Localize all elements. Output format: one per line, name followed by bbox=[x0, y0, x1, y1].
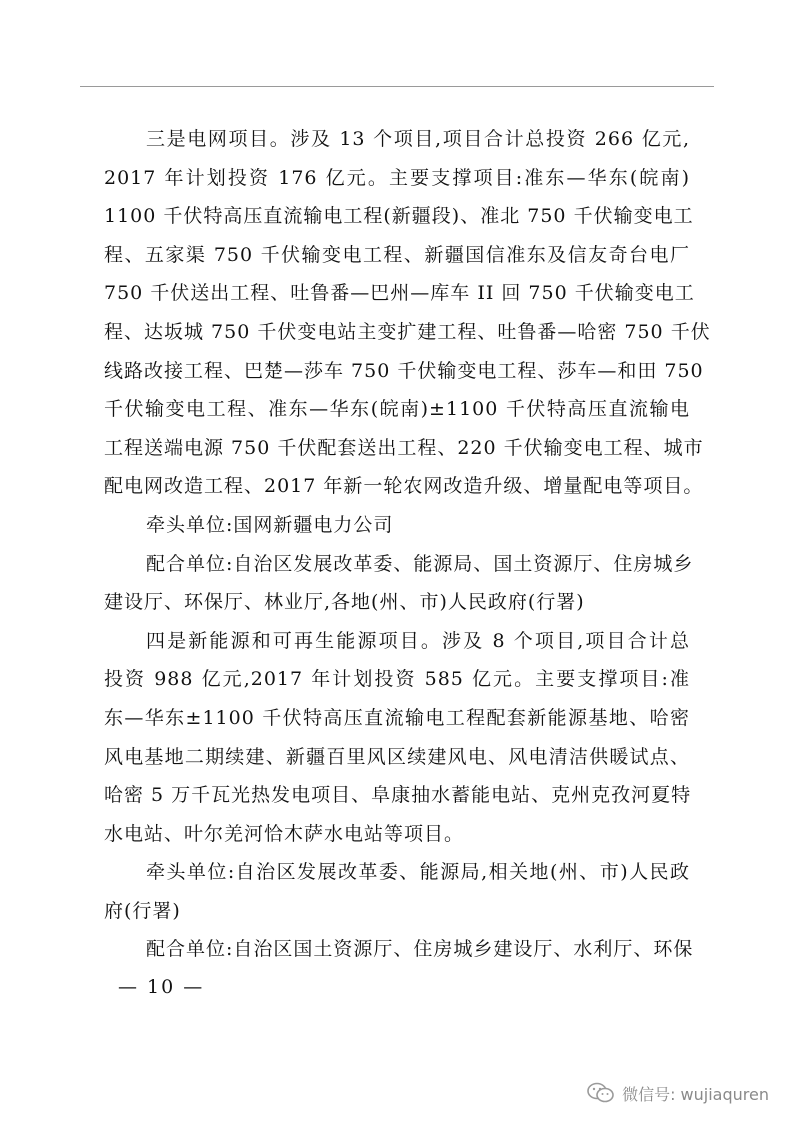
text-line: 程、达坂城 750 千伏变电站主变扩建工程、吐鲁番—哈密 750 千伏 bbox=[104, 320, 711, 343]
document-body bbox=[104, 120, 711, 969]
watermark-text: 微信号: wujiaquren bbox=[622, 1084, 769, 1104]
text-line: 1100 千伏特高压直流输电工程(新疆段)、准北 750 千伏输变电工 bbox=[104, 205, 694, 228]
text-line: 牵头单位:自治区发展改革委、能源局,相关地(州、市)人民政 bbox=[146, 861, 690, 884]
text-line: 2017 年计划投资 176 亿元。主要支撑项目:准东—华东(皖南) bbox=[104, 166, 690, 189]
text-line: 程、五家渠 750 千伏输变电工程、新疆国信准东及信友奇台电厂 bbox=[104, 243, 690, 266]
text-line: 风电基地二期续建、新疆百里风区续建风电、风电清洁供暖试点、 bbox=[104, 745, 690, 768]
text-line: 四是新能源和可再生能源项目。涉及 8 个项目,项目合计总 bbox=[146, 629, 690, 652]
text-line: 线路改接工程、巴楚—莎车 750 千伏输变电工程、莎车—和田 750 bbox=[104, 359, 704, 382]
text-line: 配合单位:自治区国土资源厅、住房城乡建设厅、水利厅、环保 bbox=[146, 938, 694, 961]
wechat-watermark bbox=[586, 1078, 769, 1108]
header-rule bbox=[80, 86, 714, 87]
page-number: — 10 — bbox=[118, 976, 205, 998]
text-line: 哈密 5 万千瓦光热发电项目、阜康抽水蓄能电站、克州克孜河夏特 bbox=[104, 784, 692, 807]
text-line: 三是电网项目。涉及 13 个项目,项目合计总投资 266 亿元, bbox=[146, 128, 690, 150]
text-line: 府(行署) bbox=[104, 899, 181, 922]
text-line: 千伏输变电工程、准东—华东(皖南)±1100 千伏特高压直流输电 bbox=[104, 398, 690, 421]
text-line: 配电网改造工程、2017 年新一轮农网改造升级、增量配电等项目。 bbox=[104, 475, 704, 498]
wechat-icon bbox=[586, 1081, 616, 1105]
text-line: 东—华东±1100 千伏特高压直流输电工程配套新能源基地、哈密 bbox=[104, 706, 690, 729]
text-line: 水电站、叶尔羌河恰木萨水电站等项目。 bbox=[104, 822, 465, 845]
text-line: 牵头单位:国网新疆电力公司 bbox=[146, 513, 394, 536]
text-line: 投资 988 亿元,2017 年计划投资 585 亿元。主要支撑项目:准 bbox=[104, 668, 690, 691]
text-line: 配合单位:自治区发展改革委、能源局、国土资源厅、住房城乡 bbox=[146, 552, 694, 575]
text-line: 工程送端电源 750 千伏配套送出工程、220 千伏输变电工程、城市 bbox=[104, 436, 704, 459]
text-line: 建设厅、环保厅、林业厅,各地(州、市)人民政府(行署) bbox=[104, 591, 585, 614]
text-line: 750 千伏送出工程、吐鲁番—巴州—库车 II 回 750 千伏输变电工 bbox=[104, 282, 695, 305]
